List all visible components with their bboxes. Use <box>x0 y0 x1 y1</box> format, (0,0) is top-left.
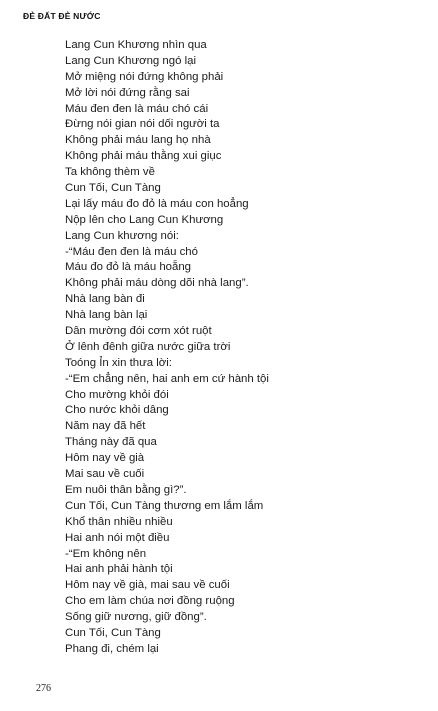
poem-line: Nhà lang bàn đi <box>65 293 145 306</box>
poem-line: Cho nước khỏi dâng <box>65 404 169 417</box>
poem-line: Lang Cun Khương nhìn qua <box>65 39 207 51</box>
poem-line: Không phải máu thằng xui giục <box>65 150 222 163</box>
poem-line: Lang Cun khương nói: <box>65 229 179 242</box>
poem-line: Lang Cun Khương ngó lại <box>65 54 196 67</box>
poem-line: Mở miệng nói đứng không phải <box>65 70 224 83</box>
poem-line: Hôm nay về già, mai sau về cuối <box>65 579 230 592</box>
page-number: 276 <box>36 683 51 694</box>
poem-line: Không phải máu lang họ nhà <box>65 134 211 147</box>
poem-text <box>65 38 269 658</box>
poem-line: Khổ thân nhiều nhiều <box>65 515 173 528</box>
poem-line: Hôm nay về già <box>65 452 145 465</box>
poem-line: Tháng này đã qua <box>65 436 157 449</box>
poem-line: Nhà lang bàn lại <box>65 309 148 322</box>
poem-line: Cho em làm chúa nơi đồng ruộng <box>65 595 235 608</box>
poem-line: Toóng Ỉn xin thưa lời: <box>65 356 172 369</box>
poem-line: Mở lời nói đứng rằng sai <box>65 86 190 99</box>
poem-line: -“Em không nên <box>65 547 147 560</box>
poem-line: Sống giữ nương, giữ đồng”. <box>65 611 207 624</box>
poem-line: Cun Tối, Cun Tàng <box>65 182 161 195</box>
poem-line: -“Máu đen đen là máu chó <box>65 245 198 258</box>
poem-line: Máu đen đen là máu chó cái <box>65 102 209 115</box>
poem-line: Máu đo đỏ là máu hoẵng <box>65 261 192 274</box>
poem-line: Ta không thèm về <box>65 166 155 179</box>
poem-line: Năm nay đã hết <box>65 420 146 433</box>
poem-line: Hai anh nói một điều <box>65 531 170 544</box>
poem-line: -“Em chẳng nên, hai anh em cứ hành tội <box>65 372 269 385</box>
poem-line: Lại lấy máu đo đỏ là máu con hoẳng <box>65 197 249 210</box>
poem-line: Dân mường đói cơm xót ruột <box>65 325 212 338</box>
poem-line: Không phải máu dòng dõi nhà lang”. <box>65 277 249 290</box>
poem-line: Phang đi, chém lại <box>65 642 159 655</box>
running-header: ĐẺ ĐẤT ĐẺ NƯỚC <box>23 11 101 21</box>
poem-line: Cho mường khỏi đói <box>65 388 169 401</box>
poem-line: Mai sau về cuối <box>65 468 145 481</box>
poem-line: Hai anh phải hành tội <box>65 563 173 576</box>
poem-line: Em nuôi thân bằng gì?”. <box>65 483 187 496</box>
poem-line: Đừng nói gian nói dối người ta <box>65 118 220 131</box>
poem-line: Cun Tối, Cun Tàng <box>65 626 161 639</box>
poem-line: Nộp lên cho Lang Cun Khương <box>65 213 224 226</box>
poem-line: Ở lênh đênh giữa nước giữa trời <box>65 340 231 353</box>
poem-line: Cun Tối, Cun Tàng thương em lắm lắm <box>65 499 264 512</box>
